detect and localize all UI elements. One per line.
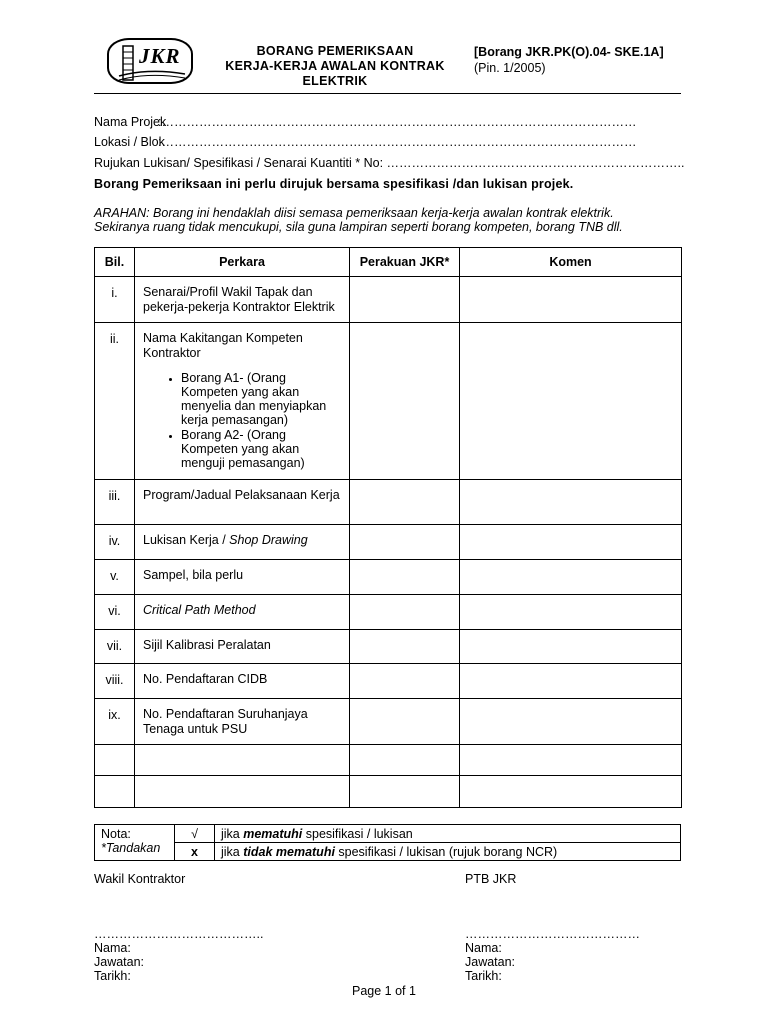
field-nama-projek[interactable] <box>94 115 637 129</box>
signature-date-label: Tarikh: <box>94 969 131 983</box>
komen-cell[interactable] <box>460 560 682 595</box>
row-item: Sampel, bila perlu <box>135 560 350 595</box>
field-label: Lokasi / Blok <box>94 135 165 149</box>
logo-text: JKR <box>139 44 181 68</box>
table-row <box>95 525 682 560</box>
table-row-blank <box>95 745 682 776</box>
field-label: Nama Projek <box>94 115 167 129</box>
komen-cell[interactable] <box>460 525 682 560</box>
row-item: Senarai/Profil Wakil Tapak dan pekerja-pekerja Kontraktor Elektrik <box>135 277 350 323</box>
page-number: Page 1 of 1 <box>352 984 416 998</box>
table-row <box>95 595 682 630</box>
row-item <box>135 595 350 630</box>
row-number: ii. <box>95 323 135 480</box>
field-value: :…………………………………………………………………………………………………… <box>158 115 637 129</box>
table-row-blank <box>95 776 682 808</box>
perakuan-cell[interactable] <box>350 630 460 664</box>
cross-symbol: x <box>175 843 215 861</box>
row-number <box>95 745 135 776</box>
perakuan-cell[interactable] <box>350 664 460 699</box>
row-item-italic: Shop Drawing <box>229 533 308 547</box>
komen-cell[interactable] <box>460 323 682 480</box>
tick-symbol: √ <box>175 825 215 843</box>
form-pin: (Pin. 1/2005) <box>474 61 546 75</box>
header-perakuan: Perakuan JKR* <box>350 248 460 277</box>
legend-text: spesifikasi / lukisan (rujuk borang NCR) <box>334 844 558 859</box>
header-perkara: Perkara <box>135 248 350 277</box>
signature-title: Wakil Kontraktor <box>94 872 186 886</box>
header-bil: Bil. <box>95 248 135 277</box>
signature-name-label: Nama: <box>465 941 502 955</box>
table-row <box>95 277 682 323</box>
legend-table <box>94 824 681 861</box>
row-item: No. Pendaftaran CIDB <box>135 664 350 699</box>
legend-label-line-1: Nota: <box>101 827 131 841</box>
komen-cell[interactable] <box>460 630 682 664</box>
table-row <box>95 560 682 595</box>
instructions-line-2: Sekiranya ruang tidak mencukupi, sila guna lampiran seperti borang kompeten, borang TNB dll. <box>94 220 623 234</box>
competent-forms-list <box>143 371 341 470</box>
komen-cell[interactable] <box>460 664 682 699</box>
instructions <box>94 206 623 234</box>
row-item: Sijil Kalibrasi Peralatan <box>135 630 350 664</box>
signature-contractor <box>94 872 263 983</box>
legend-emphasis: mematuhi <box>243 826 303 841</box>
komen-cell[interactable] <box>460 745 682 776</box>
cross-meaning <box>215 843 681 861</box>
title-line-3: ELEKTRIK <box>302 74 368 88</box>
legend-label-line-2: *Tandakan <box>101 841 161 855</box>
komen-cell[interactable] <box>460 480 682 525</box>
table-row <box>95 630 682 664</box>
row-number: iii. <box>95 480 135 525</box>
title-line-1: BORANG PEMERIKSAAN <box>256 44 414 58</box>
row-item: No. Pendaftaran Suruhanjaya Tenaga untuk PSU <box>135 699 350 745</box>
row-item: Program/Jadual Pelaksanaan Kerja <box>135 480 350 525</box>
komen-cell[interactable] <box>460 277 682 323</box>
field-value: :…………………………………………………………………………………………………… <box>158 135 637 149</box>
row-number: vii. <box>95 630 135 664</box>
row-number: i. <box>95 277 135 323</box>
field-rujukan[interactable] <box>94 156 684 170</box>
row-number: iv. <box>95 525 135 560</box>
table-row <box>95 323 682 480</box>
table-row <box>95 664 682 699</box>
perakuan-cell[interactable] <box>350 480 460 525</box>
perakuan-cell[interactable] <box>350 277 460 323</box>
signature-position-label: Jawatan: <box>94 955 145 969</box>
table-header-row <box>95 248 682 277</box>
row-item[interactable] <box>135 776 350 808</box>
table-row <box>95 480 682 525</box>
row-number: v. <box>95 560 135 595</box>
form-reference: [Borang JKR.PK(O).04- SKE.1A] <box>474 45 664 59</box>
komen-cell[interactable] <box>460 699 682 745</box>
form-title <box>215 44 455 89</box>
table-row <box>95 699 682 745</box>
header-divider <box>94 93 681 94</box>
row-item[interactable] <box>135 745 350 776</box>
legend-text: jika <box>221 844 244 859</box>
row-item-italic: Critical Path Method <box>143 603 256 617</box>
signature-date-label: Tarikh: <box>465 969 502 983</box>
perakuan-cell[interactable] <box>350 525 460 560</box>
legend-text: jika <box>221 826 244 841</box>
signature-line[interactable]: …………………………………… <box>465 927 640 941</box>
perakuan-cell[interactable] <box>350 776 460 808</box>
row-item <box>135 323 350 480</box>
field-label: Rujukan Lukisan/ Spesifikasi / Senarai Kuantiti * No: <box>94 156 384 170</box>
perakuan-cell[interactable] <box>350 699 460 745</box>
tick-meaning <box>215 825 681 843</box>
inspection-table <box>94 247 682 808</box>
title-line-2: KERJA-KERJA AWALAN KONTRAK <box>225 59 445 73</box>
jkr-logo <box>107 38 193 84</box>
field-lokasi-blok[interactable] <box>94 135 637 149</box>
row-number: ix. <box>95 699 135 745</box>
perakuan-cell[interactable] <box>350 595 460 630</box>
row-number <box>95 776 135 808</box>
field-value: ……………………….…………………………………….. <box>383 156 685 170</box>
legend-label <box>95 825 175 861</box>
row-number: vi. <box>95 595 135 630</box>
signature-ptb-jkr <box>465 872 640 983</box>
perakuan-cell[interactable] <box>350 560 460 595</box>
row-item-text: Lukisan Kerja / <box>143 533 230 547</box>
header-komen: Komen <box>460 248 682 277</box>
komen-cell[interactable] <box>460 776 682 808</box>
signature-line[interactable]: ………………………………….. <box>94 927 264 941</box>
signature-position-label: Jawatan: <box>465 955 516 969</box>
komen-cell[interactable] <box>460 595 682 630</box>
list-item: • Borang A2- (Orang Kompeten yang akan menguji pemasangan) <box>181 428 341 470</box>
legend-text: spesifikasi / lukisan <box>302 826 413 841</box>
reference-note: Borang Pemeriksaan ini perlu dirujuk bersama spesifikasi /dan lukisan projek. <box>94 177 574 191</box>
signature-name-label: Nama: <box>94 941 131 955</box>
row-item <box>135 525 350 560</box>
row-item-text: Nama Kakitangan Kompeten Kontraktor <box>143 331 303 360</box>
perakuan-cell[interactable] <box>350 745 460 776</box>
instructions-line-1: ARAHAN: Borang ini hendaklah diisi semasa pemeriksaan kerja-kerja awalan kontrak elektrik. <box>94 206 614 220</box>
perakuan-cell[interactable] <box>350 323 460 480</box>
list-item: • Borang A1- (Orang Kompeten yang akan menyelia dan menyiapkan kerja pemasangan) <box>181 371 341 427</box>
legend-emphasis: tidak mematuhi <box>243 844 335 859</box>
row-number: viii. <box>95 664 135 699</box>
signature-title: PTB JKR <box>465 872 517 886</box>
